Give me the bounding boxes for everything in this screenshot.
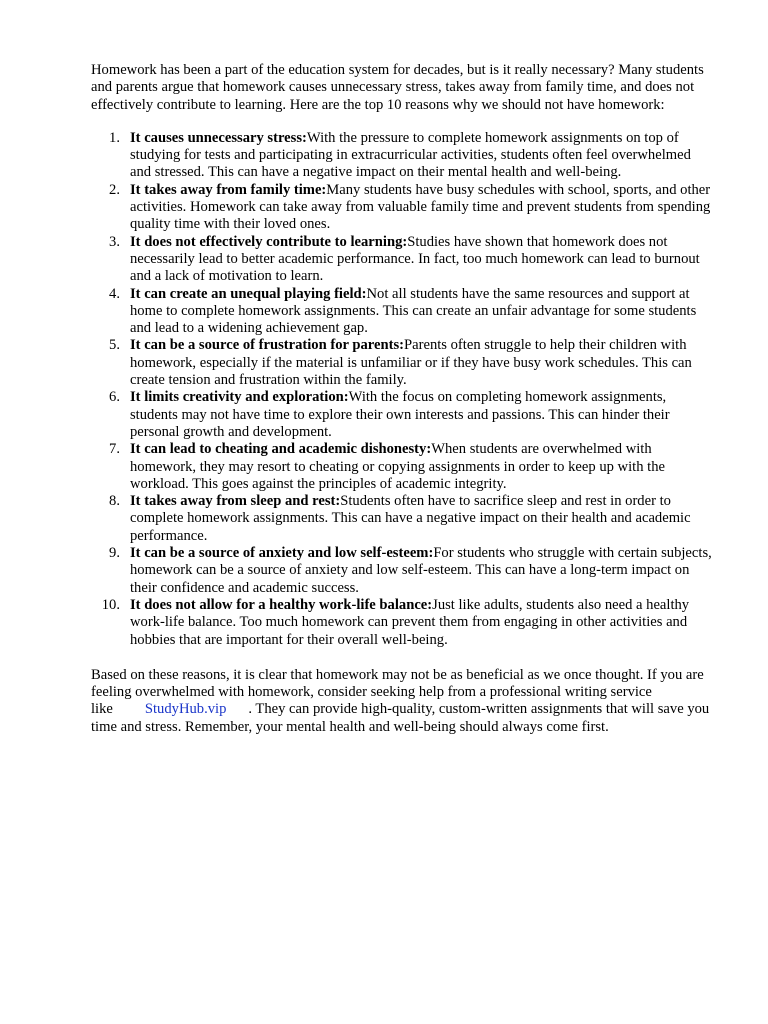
reason-text: For students who struggle with certain subjects, homework can be a source of anxiety and low self-esteem. This can have a long-term impact on their confidence and academic success. [130,545,712,596]
reason-text: Not all students have the same resources and support at home to complete homework assignments. This can create an unfair advantage for some students and lead to a widening achievement gap. [130,285,697,337]
reason-text: With the pressure to complete homework assignments on top of studying for tests and participating in extracurricular activities, students often feel overwhelmed and stressed. This can have a negative impact on their mental health and well-being. [130,129,691,181]
reason-title: It takes away from sleep and rest: [130,493,341,510]
document-page [91,62,713,736]
reason-number: 8. [109,493,120,510]
reason-number: 2. [109,181,120,198]
reason-text: With the focus on completing homework assignments, students may not have time to explore their own interests and passions. This can hinder their personal growth and development. [130,389,670,440]
reason-number: 4. [109,285,120,302]
reason-item [91,234,713,286]
reason-title: It causes unnecessary stress: [130,129,307,146]
closing-paragraph [91,667,713,736]
reason-text: Students often have to sacrifice sleep and rest in order to complete homework assignments. This can have a negative impact on their health and academic performance. [130,493,691,544]
reason-title: It can be a source of anxiety and low self-esteem: [130,545,434,562]
reason-number: 9. [109,545,120,562]
reason-item [91,130,713,182]
closing-text-before: Based on these reasons, it is clear that homework may not be as beneficial as we once thought. If you are feeling overwhelmed with homework, consider seeking help from a professional writing service like [91,666,704,718]
reason-item [91,441,713,493]
reason-item [91,389,713,441]
reason-title: It can create an unequal playing field: [130,285,367,302]
intro-paragraph: Homework has been a part of the education system for decades, but is it really necessary? Many students and parents argue that homework causes unnecessary stress, takes away from family time, and does not effectively contribute to learning. Here are the top 10 reasons why we should not have homework: [91,62,704,113]
reason-item [91,182,713,234]
reason-number: 5. [109,337,120,354]
reason-number: 6. [109,389,120,406]
reason-title: It can be a source of frustration for parents: [130,337,405,354]
reasons-list [91,130,713,649]
reason-title: It can lead to cheating and academic dishonesty: [130,441,432,458]
reason-number: 10. [101,596,120,613]
reason-item [91,286,713,338]
reason-text: Parents often struggle to help their children with homework, especially if the material is unfamiliar or if they have busy work schedules. This can create tension and frustration within the family. [130,337,692,389]
reason-title: It does not effectively contribute to learning: [130,233,408,250]
reason-item [91,597,713,649]
reason-text: Many students have busy schedules with school, sports, and other activities. Homework can take away from valuable family time and prevent students from spending quality time with their loved ones. [130,181,711,233]
reason-text: When students are overwhelmed with homework, they may resort to cheating or copying assignments in order to keep up with the workload. This goes against the principles of academic integrity. [130,441,665,492]
closing-text-after: . They can provide high-quality, custom-written assignments that will save you time and stress. Remember, your mental health and well-being should always come first. [91,701,710,735]
studyhub-link[interactable]: StudyHub.vip [144,701,227,718]
reason-item [91,337,713,389]
reason-title: It limits creativity and exploration: [130,389,349,406]
reason-number: 3. [109,233,120,250]
reason-title: It takes away from family time: [130,181,327,198]
reason-text: Just like adults, students also need a healthy work-life balance. Too much homework can prevent them from engaging in other activities and hobbies that are important for their overall well-being. [130,596,690,648]
reason-title: It does not allow for a healthy work-life balance: [130,596,433,613]
reason-item [91,493,713,545]
reason-number: 7. [109,441,120,458]
reason-text: Studies have shown that homework does not necessarily lead to better academic performance. In fact, too much homework can lead to burnout and a lack of motivation to learn. [130,233,700,285]
reason-item [91,545,713,597]
reason-number: 1. [109,129,120,146]
